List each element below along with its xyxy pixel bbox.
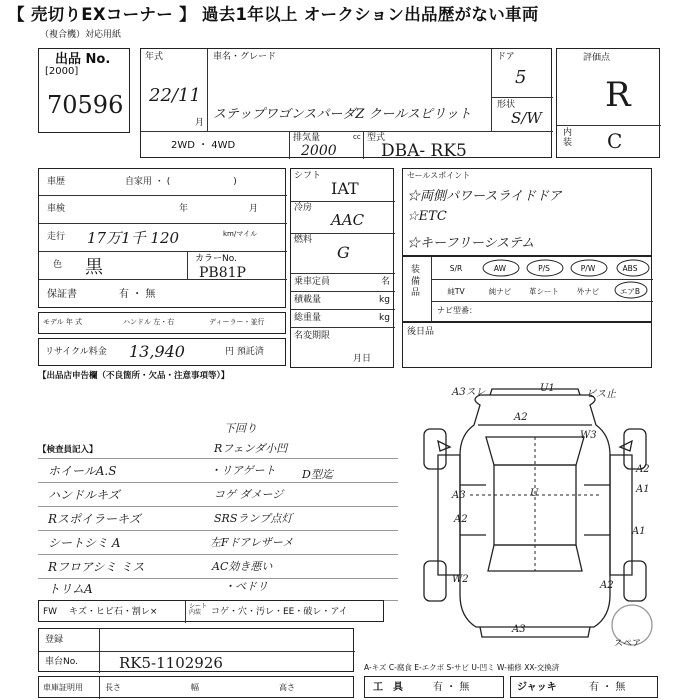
mark-9: A3 (452, 490, 466, 501)
equipment-label: 装備品 (411, 265, 421, 299)
length-label: 長さ (105, 683, 121, 692)
inspector-note-left-2: ハンドルキズ (48, 488, 120, 502)
weight-unit: kg (379, 313, 390, 323)
mileage-unit: km/マイル (223, 230, 258, 238)
handle-label: ハンドル 左・右 (123, 318, 175, 326)
left-info-table (38, 168, 286, 308)
grade-value: R (605, 75, 631, 115)
mark-10: A2 (454, 514, 468, 525)
mark-13: A2 (600, 580, 614, 591)
fw-label: FW (43, 607, 58, 617)
warranty-value: 有 ・ 無 (119, 289, 156, 300)
shift-label: シフト (294, 171, 322, 181)
mark-8: A1 (636, 484, 650, 495)
warranty-label: 保証書 (47, 289, 77, 300)
recycle-label: リサイクル料金 (45, 347, 107, 357)
cooler-value: AAC (331, 211, 365, 229)
seat-items: コゲ・穴・汚レ・EE・破レ・アイ (211, 607, 348, 617)
mark-6: U (530, 488, 539, 499)
registration-box (38, 628, 354, 672)
model-value: DBA- RK5 (381, 141, 467, 161)
shape-label: 形状 (497, 100, 516, 110)
width-label: 幅 (191, 683, 199, 692)
load-unit: kg (379, 295, 390, 305)
car-name-label: 車名・グレード (213, 52, 277, 62)
mid-info-table (290, 168, 394, 368)
frame-value: RK5-1102926 (119, 654, 223, 672)
inspector-note-left-6: トリムA (48, 582, 93, 596)
model-type-label: モデル 年 式 (43, 318, 83, 326)
spare-label: スペア (614, 639, 642, 649)
fw-row (38, 600, 384, 622)
inspection-month: 月 (249, 204, 259, 214)
equip-sr: S/R (449, 264, 463, 273)
year-month-suffix: 月 (195, 118, 205, 128)
vehicle-info-box (140, 48, 552, 161)
garage-cert-box (38, 676, 354, 698)
inspector-note-right-7: AC効き悪い (212, 560, 273, 573)
weight-label: 総重量 (294, 313, 322, 323)
inspector-note-right-5: SRSランプ点灯 (214, 512, 293, 525)
equip-ps: P/S (538, 264, 550, 273)
interior-value: C (607, 129, 623, 153)
color-label: 色 (53, 260, 63, 270)
inspector-note-right-1: 下回り (224, 422, 257, 435)
inspection-label: 車検 (47, 204, 66, 214)
mark-1: A3スレ (452, 387, 486, 398)
fw-items: キズ・ヒビ石・割レ× (69, 607, 158, 617)
report-title: 【出品店申告欄（不良箇所・欠品・注意事項等）】 (38, 371, 230, 381)
year-value: 22/11 (149, 85, 201, 106)
interior-label: 内装 (563, 128, 573, 148)
inspector-note-right-2: Rフェンダ小凹 (214, 442, 288, 455)
equipment-box (402, 256, 652, 322)
banner-title: 【 売切りEXコーナー 】 過去1年以上 オークション出品歴がない車両 (8, 5, 539, 24)
inspector-note-right-3: ・リアゲート (210, 464, 276, 477)
lot-box (38, 48, 130, 133)
dealer-label: ディーラー・並行 (209, 318, 265, 326)
grade-box (556, 48, 660, 158)
car-name-value: ステップワゴンスパーダZ クールスピリット (213, 107, 472, 122)
equip-aw: AW (493, 264, 507, 273)
tools-value: 有 ・ 無 (433, 682, 470, 693)
equip-ext-navi: 外ナビ (576, 287, 600, 296)
fuel-value: G (337, 243, 350, 262)
mileage-label: 走行 (47, 232, 66, 242)
frame-label: 車台No. (45, 657, 78, 667)
sales-points-label: セールスポイント (407, 171, 471, 180)
color-code-label: カラーNo. (195, 254, 237, 264)
jack-value: 有 ・ 無 (589, 682, 626, 693)
door-value: 5 (515, 67, 527, 88)
change-label: 名変期限 (294, 331, 331, 341)
inspector-note-left-1: ホイールA.S (48, 464, 117, 478)
shift-value: IAT (331, 179, 359, 198)
fuel-label: 燃料 (294, 235, 313, 245)
reg-label: 登録 (45, 635, 64, 645)
cooler-label: 冷房 (294, 203, 313, 213)
car-diagram (410, 385, 660, 655)
lot-label: 出品 No. (55, 52, 111, 67)
displacement-label: 排気量 (293, 133, 321, 143)
recycle-row (38, 338, 286, 366)
recycle-unit: 円 預託済 (225, 347, 264, 357)
tools-label: 工 具 (373, 682, 403, 693)
model-label: 型式 (367, 133, 386, 143)
equip-abs: ABS (622, 264, 638, 273)
change-unit: 月日 (353, 354, 372, 364)
color-code-value: PB81P (199, 265, 246, 281)
grade-label: 評価点 (583, 53, 611, 63)
inspector-note-right-6: 左Fドアレザーメ (210, 536, 294, 549)
damage-legend: A-キズ C-腐食 E-エクボ S-サビ U-凹ミ W-補修 XX-交換済 (364, 663, 560, 672)
inspector-note-right-4: コゲ ダメージ (214, 488, 284, 501)
jack-box (510, 676, 658, 698)
mark-3: ビス止 (586, 389, 616, 400)
equip-navi: 純ナビ (488, 287, 512, 296)
recycle-value: 13,940 (129, 342, 185, 361)
displacement-unit: cc (353, 133, 361, 141)
sub-header: （複合機）対応用紙 (40, 30, 122, 40)
sales-point-1: ☆両側パワースライドドア (407, 189, 562, 204)
drive-label: 2WD ・ 4WD (171, 140, 236, 151)
lot-year-tag: [2000] (45, 66, 79, 77)
equip-tv: 純TV (447, 287, 465, 296)
sales-point-2: ☆ETC (407, 209, 447, 224)
model-row (38, 312, 286, 334)
navi-model-label: ナビ型番： (437, 306, 477, 315)
inspection-year: 年 (179, 204, 189, 214)
history-label: 車歴 (47, 177, 66, 187)
color-value: 黒 (85, 257, 103, 278)
year-label: 年式 (145, 52, 164, 62)
mark-12: W2 (452, 574, 469, 585)
seat-label: シート内装 (189, 603, 208, 616)
equipment-circles (431, 257, 653, 301)
jack-label: ジャッキ (517, 682, 557, 693)
inspector-right-aside: D型迄 (302, 468, 333, 481)
sales-point-3: ☆キーフリーシステム (407, 236, 535, 251)
inspector-note-left-5: Rフロアシミ ミス (48, 560, 145, 574)
tools-box (364, 676, 504, 698)
mark-2: U1 (540, 383, 555, 394)
inspector-title: 【検査員記入】 (38, 445, 98, 455)
lot-number: 70596 (47, 91, 124, 119)
mark-5: W3 (580, 430, 597, 441)
capacity-unit: 名 (381, 277, 391, 287)
equip-pw: P/W (580, 264, 596, 273)
after-date-label: 後日品 (407, 327, 435, 337)
inspector-note-right-8: ・ベドリ (224, 580, 268, 593)
door-label: ドア (497, 52, 515, 62)
history-value: 自家用 ・ ( ) (125, 177, 237, 187)
equip-leather: 革シート (529, 287, 559, 296)
inspector-note-left-3: Rスポイラーキズ (48, 512, 141, 526)
height-label: 高さ (279, 683, 295, 692)
mark-14: A3 (512, 624, 526, 635)
mark-4: A2 (514, 412, 528, 423)
load-label: 積載量 (294, 295, 322, 305)
equip-airbag: エアB (619, 287, 641, 296)
after-date-box (402, 322, 652, 368)
inspector-note-left-4: シートシミ A (48, 536, 121, 550)
mark-7: A2 (636, 464, 650, 475)
mark-11: A1 (632, 526, 646, 537)
mileage-value: 17万1千 120 (87, 229, 180, 247)
shape-value: S/W (511, 109, 542, 127)
capacity-label: 乗車定員 (294, 277, 331, 287)
cert-label: 車庫証明用 (43, 683, 83, 692)
sales-points-box (402, 168, 652, 256)
displacement-value: 2000 (301, 143, 337, 159)
